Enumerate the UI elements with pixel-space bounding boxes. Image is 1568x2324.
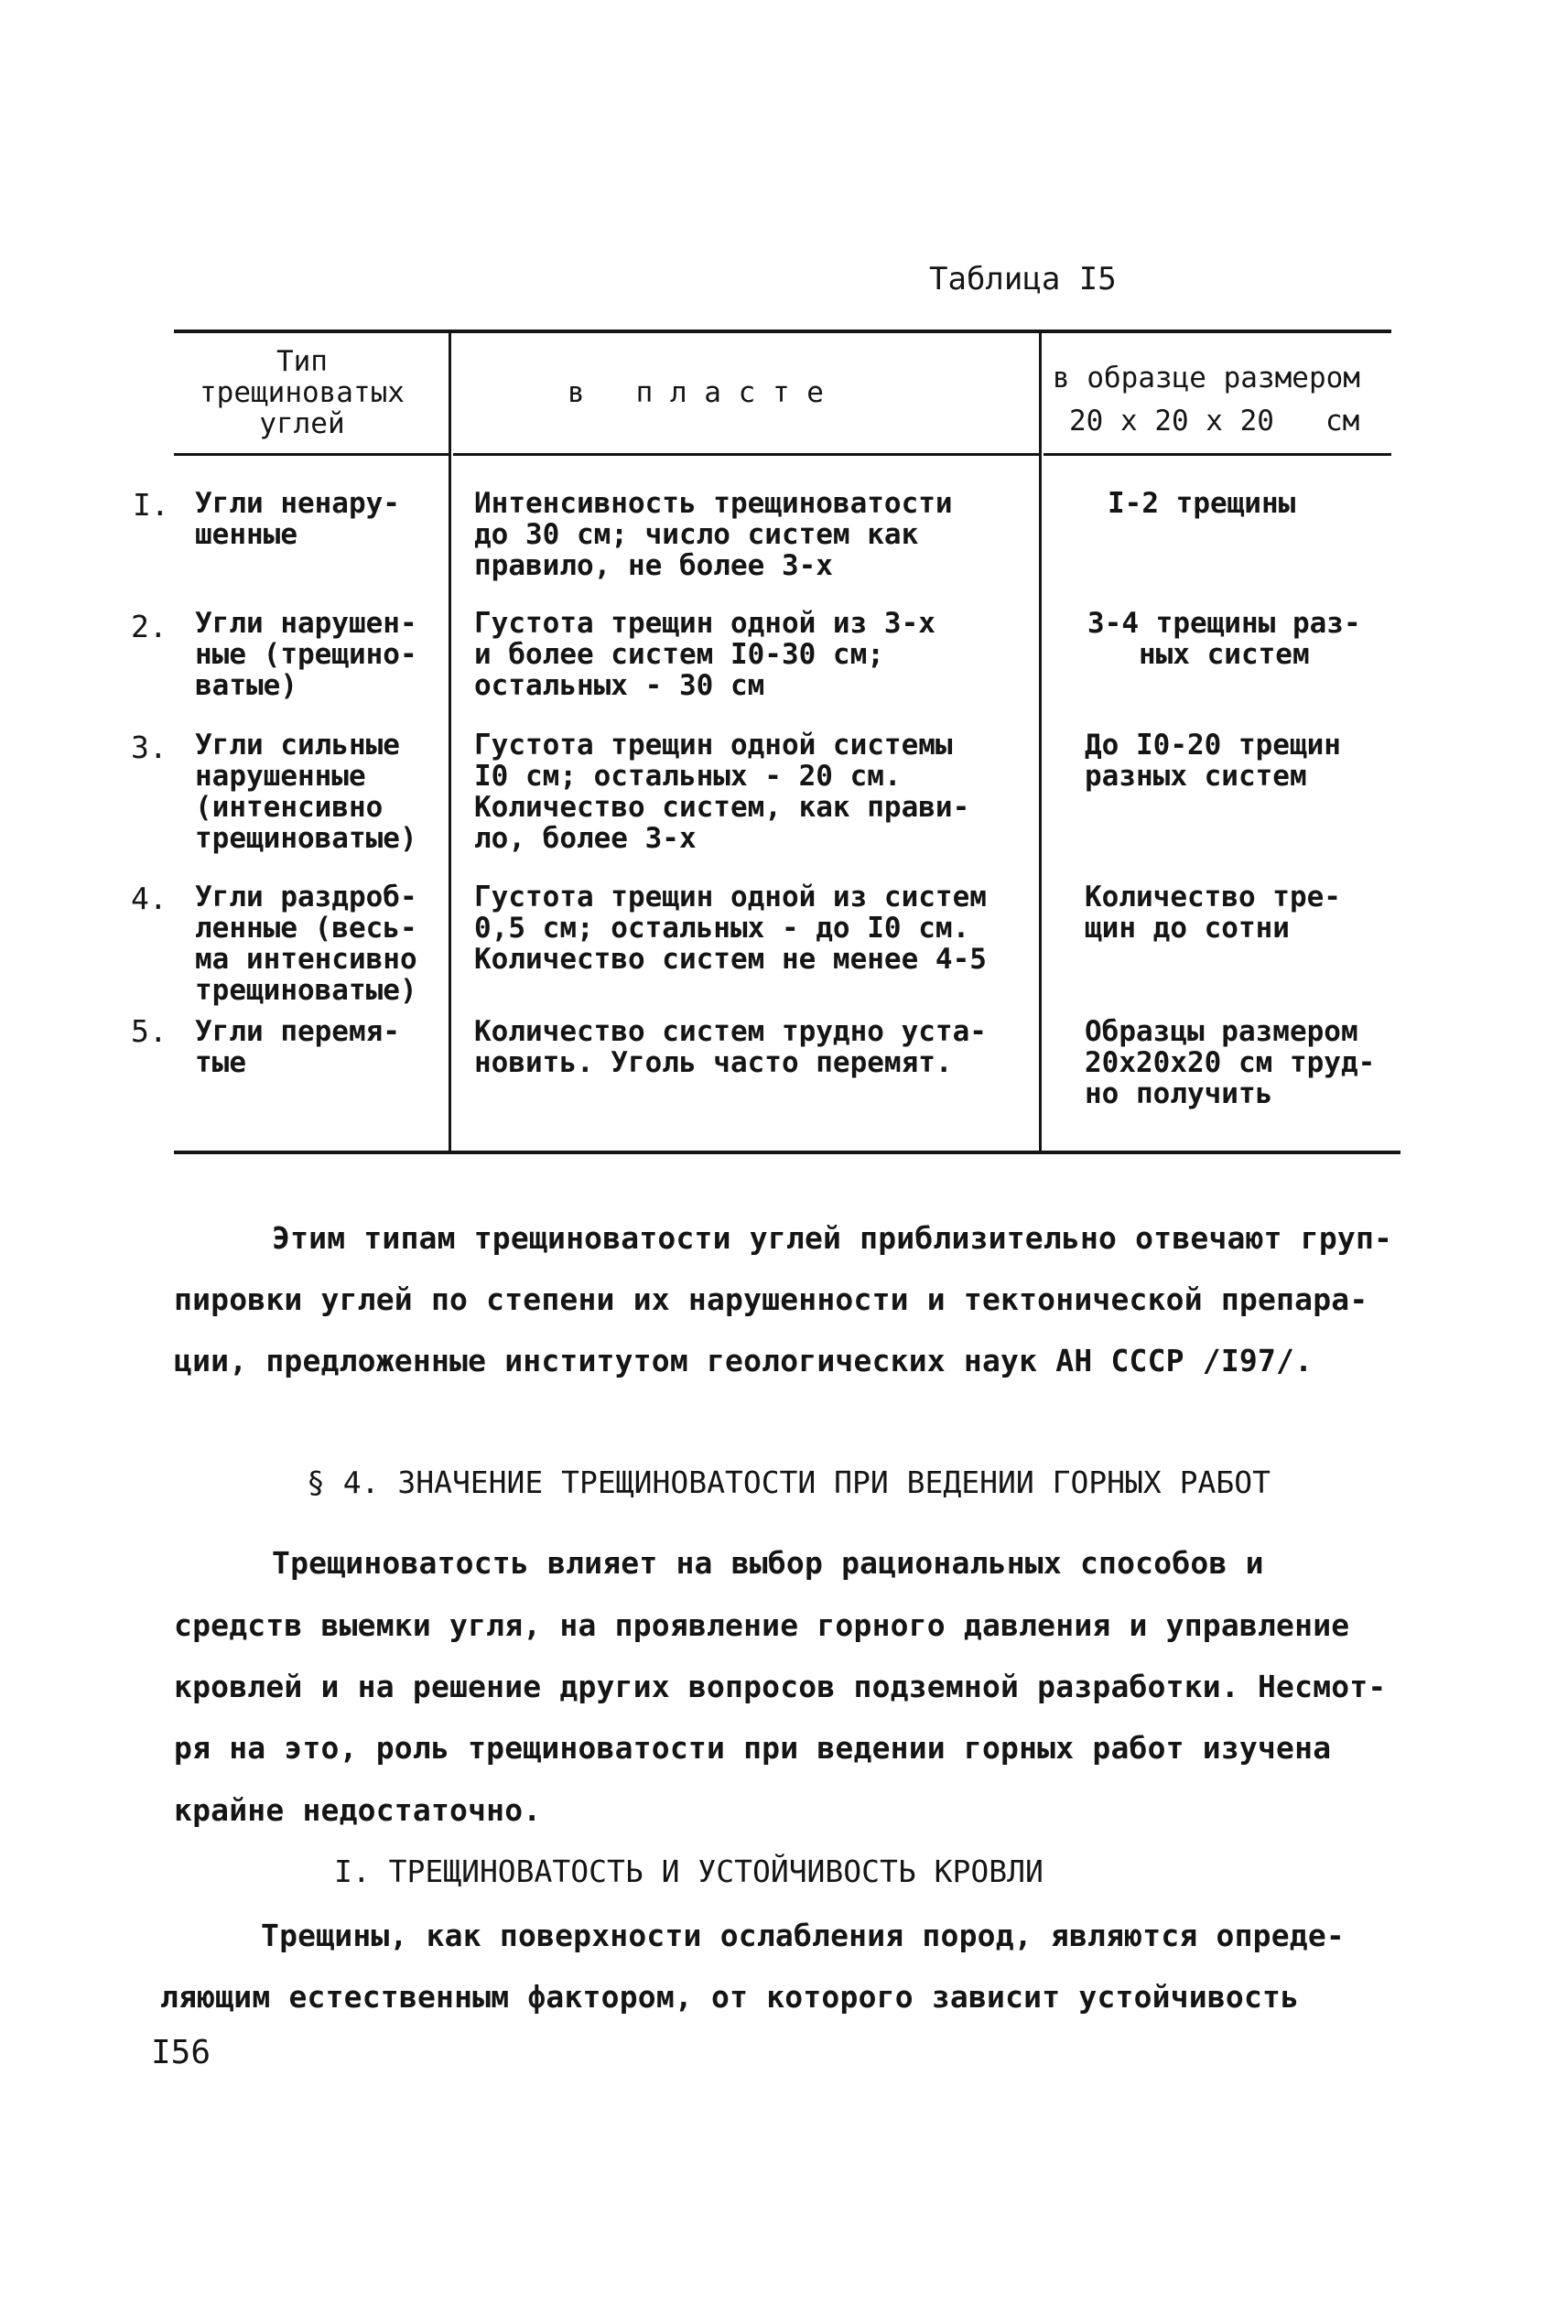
row-number: I. [133,487,169,523]
header-seam: в п л а с т е [568,376,824,409]
table-top-rule [174,330,1391,333]
row-seam: Количество систем трудно уста- новить. Уголь часто перемят. [474,1015,987,1079]
header-sample-line2: 20 х 20 х 20 см [1069,405,1360,438]
header-rule-3 [1044,453,1391,456]
row-seam: Густота трещин одной из 3-х и более систем I0-30 см; остальных - 30 см [474,607,935,702]
column-divider-2 [1039,331,1042,1152]
header-rule-1 [174,453,449,456]
subsection-heading: I. ТРЕЩИНОВАТОСТЬ И УСТОЙЧИВОСТЬ КРОВЛИ [334,1854,1044,1889]
paragraph-line: кровлей и на решение других вопросов подземной разработки. Несмот- [174,1669,1387,1704]
paragraph-line: ря на это, роль трещиноватости при ведении горных работ изучена [174,1730,1332,1766]
paragraph-line: крайне недостаточно. [174,1792,542,1828]
page-number: I56 [151,2034,211,2071]
paragraph-line: ляющим естественным фактором, от которого зависит устойчивость [160,1979,1300,2015]
header-type: Тип трещиноватых углей [200,345,405,440]
paragraph-line: Трещины, как поверхности ослабления пород, являются опреде- [261,1918,1345,1953]
paragraph-line: ции, предложенные институтом геологических наук АН СССР /I97/. [174,1343,1314,1378]
row-type: Угли раздроб- ленные (весь- ма интенсивно трещиноватые) [195,881,417,1007]
row-seam: Густота трещин одной системы I0 см; остальных - 20 см. Количество систем, как прави- ло, более 3-х [474,729,970,855]
row-number: 5. [131,1013,168,1049]
header-sample-line1: в образце размером [1053,362,1360,395]
table-caption: Таблица I5 [929,261,1117,297]
paragraph-line: средств выемки угля, на проявление горного давления и управление [174,1607,1350,1643]
row-sample: Количество тре- щин до сотни [1085,881,1341,945]
paragraph-line: Трещиноватость влияет на выбор рациональных способов и [272,1545,1264,1581]
row-sample: До I0-20 трещин разных систем [1085,729,1341,793]
column-divider-1 [449,331,451,1152]
row-sample: 3-4 трещины раз- ных систем [1087,607,1361,671]
paragraph-line: Этим типам трещиноватости углей приблизительно отвечают груп- [272,1220,1393,1256]
row-type: Угли ненару- шенные [195,487,400,551]
row-type: Угли нарушен- ные (трещино- ватые) [195,607,417,702]
row-sample: Образцы размером 20х20х20 см труд- но получить [1085,1015,1376,1110]
row-seam: Густота трещин одной из систем 0,5 см; остальных - до I0 см. Количество систем не менее 4-5 [474,881,987,976]
table-bottom-rule [174,1151,1400,1154]
row-number: 3. [131,730,168,765]
header-rule-2 [453,453,1039,456]
section-heading: § 4. ЗНАЧЕНИЕ ТРЕЩИНОВАТОСТИ ПРИ ВЕДЕНИИ ГОРНЫХ РАБОТ [307,1465,1271,1500]
row-seam: Интенсивность трещиноватости до 30 см; число систем как правило, не более 3-х [474,487,953,582]
row-type: Угли сильные нарушенные (интенсивно трещиноватые) [195,729,417,855]
paragraph-line: пировки углей по степени их нарушенности и тектонической препара- [174,1281,1368,1317]
row-type: Угли перемя- тые [195,1015,400,1079]
row-number: 2. [131,609,168,644]
row-sample: I-2 трещины [1108,487,1296,520]
row-number: 4. [131,881,168,916]
